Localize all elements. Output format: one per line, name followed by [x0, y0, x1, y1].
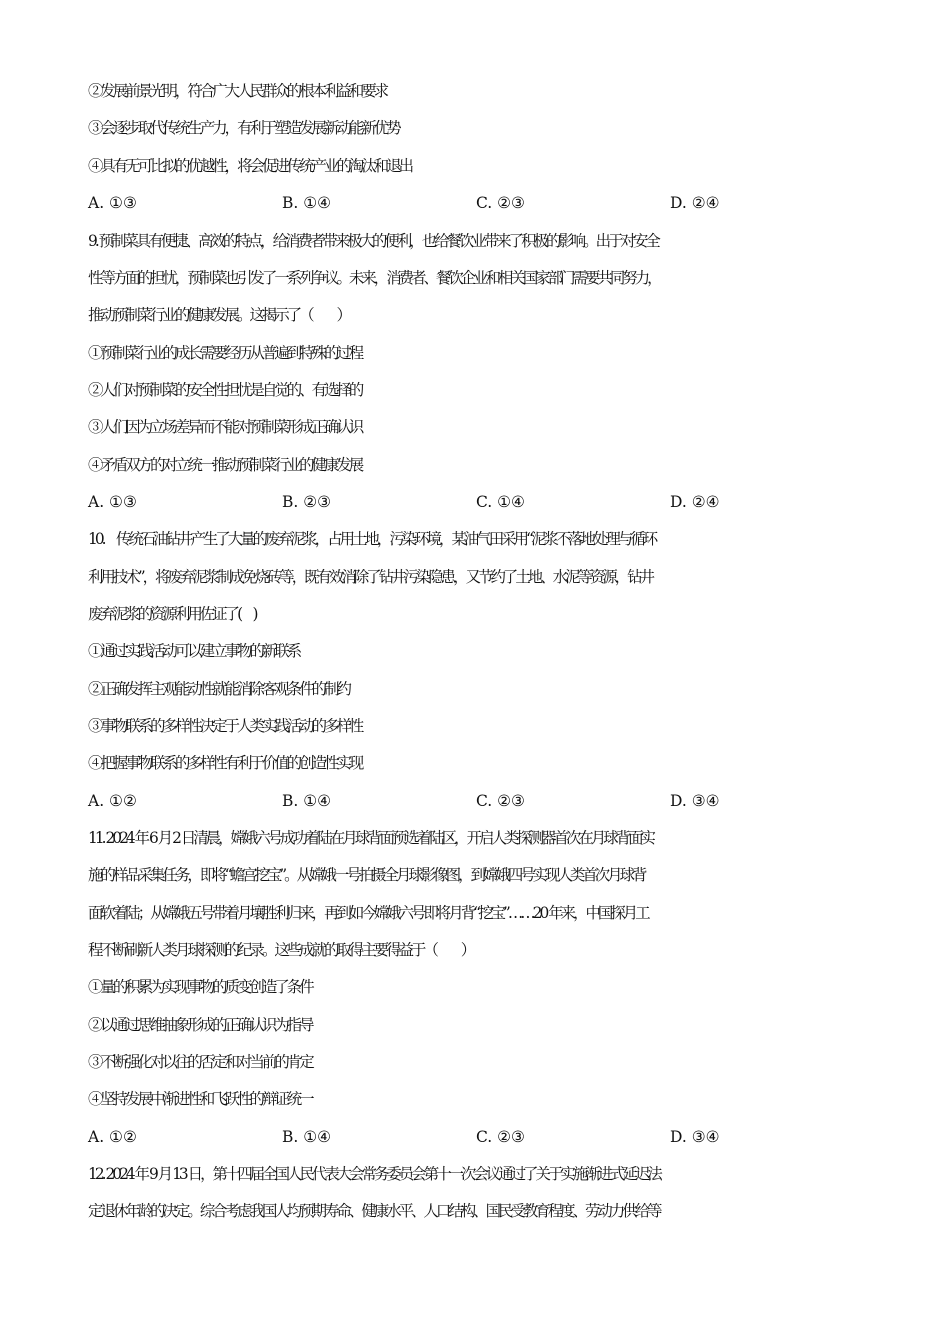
q11-stem-line-2: 施的样品采集任务，即将“蟾宫挖宝”。从嫦娥一号拍摄全月球影像图，到嫦娥四号实现人类首次月球背: [88, 866, 645, 884]
q11-option-a[interactable]: A. ①②: [88, 1128, 137, 1146]
q11-option-d[interactable]: D. ③④: [670, 1128, 720, 1146]
q10-options: [88, 791, 868, 813]
q8-statement-2: ②发展前景光明，符合广大人民群众的根本利益和要求: [88, 82, 387, 100]
q9-statement-3: ③人们因为立场差异而不能对预制菜形成正确认识: [88, 418, 362, 436]
q8-option-b[interactable]: B. ①④: [282, 194, 332, 212]
q10-option-d[interactable]: D. ③④: [670, 792, 720, 810]
q8-option-c[interactable]: C. ②③: [476, 194, 525, 212]
q10-option-b[interactable]: B. ①④: [282, 792, 332, 810]
q10-stem-line-2: 利用技术”，将废弃泥浆制成免烧砖等，既有效消除了钻井污染隐患，又节约了土地、水泥等资源，钻井: [88, 568, 653, 586]
q10-statement-4: ④把握事物联系的多样性有利于价值的创造性实现: [88, 754, 362, 772]
q11-option-b[interactable]: B. ①④: [282, 1128, 332, 1146]
q12-stem-line-1: 12. 2024 年 9 月 13 日，第十四届全国人民代表大会常务委员会第十一次会议通过了关于实施渐进式延迟法: [88, 1165, 660, 1183]
q11-statement-3: ③不断强化对以往的否定和对当前的肯定: [88, 1053, 312, 1071]
q10-option-c[interactable]: C. ②③: [476, 792, 525, 810]
q11-statement-4: ④坚持发展中渐进性和飞跃性的辩证统一: [88, 1090, 312, 1108]
q11-stem-line-3: 面软着陆；从嫦娥五号带着月壤胜利归来，再到如今嫦娥六号即将月背“挖宝”……20 年来，中国探月工: [88, 904, 648, 922]
q9-option-a[interactable]: A. ①③: [88, 493, 137, 511]
q9-stem-line-2: 性等方面的担忧，预制菜也引发了一系列争议。未来，消费者、餐饮企业和相关国家部门需要共同努力，: [88, 269, 660, 287]
q9-option-b[interactable]: B. ②③: [282, 493, 332, 511]
q9-options: [88, 492, 868, 514]
q8-option-a[interactable]: A. ①③: [88, 194, 137, 212]
q9-statement-1: ①预制菜行业的成长需要经历从普遍到特殊的过程: [88, 344, 362, 362]
q8-statement-4: ④具有无可比拟的优越性，将会促进传统产业的淘汰和退出: [88, 157, 412, 175]
q9-stem-line-1: 9. 预制菜具有便捷、高效的特点，给消费者带来极大的便利，也给餐饮业带来了积极的影响。出于对安全: [88, 232, 658, 250]
q10-statement-2: ②正确发挥主观能动性就能消除客观条件的制约: [88, 680, 349, 698]
q9-stem-line-3: 推动预制菜行业的健康发展。这揭示了（ ）: [88, 306, 349, 324]
q8-statement-3: ③会逐步取代传统生产力，有利于塑造发展新动能新优势: [88, 119, 399, 137]
q8-option-d[interactable]: D. ②④: [670, 194, 720, 212]
q8-options: [88, 193, 868, 215]
q11-statement-2: ②以通过思维抽象形成的正确认识为指导: [88, 1016, 312, 1034]
q9-option-d[interactable]: D. ②④: [670, 493, 720, 511]
q11-option-c[interactable]: C. ②③: [476, 1128, 525, 1146]
q12-stem-line-2: 定退休年龄的决定。综合考虑我国人均预期寿命、健康水平、人口结构、国民受教育程度、劳动力供给等: [88, 1202, 660, 1220]
q10-option-a[interactable]: A. ①②: [88, 792, 137, 810]
q10-stem-line-1: 10. 传统石油钻井产生了大量的废弃泥浆，占用土地，污染环境，某油气田采用“泥浆不落地处理与循环: [88, 530, 656, 548]
q10-statement-1: ①通过实践活动可以建立事物的新联系: [88, 642, 300, 660]
q11-options: [88, 1127, 868, 1149]
q11-stem-line-4: 程不断刷新人类月球探测的纪录。这些成就的取得主要得益于（ ）: [88, 941, 474, 959]
q9-statement-2: ②人们对预制菜的安全性担忧是自觉的、有选择的: [88, 381, 362, 399]
q9-statement-4: ④矛盾双方的对立统一推动预制菜行业的健康发展: [88, 456, 362, 474]
q9-option-c[interactable]: C. ①④: [476, 493, 525, 511]
q11-statement-1: ①量的积累为实现事物的质变创造了条件: [88, 978, 312, 996]
q11-stem-line-1: 11. 2024 年 6 月 2 日清晨，嫦娥六号成功着陆在月球背面预选着陆区，开启人类探测器首次在月球背面实: [88, 829, 653, 847]
q10-statement-3: ③事物联系的多样性决定于人类实践活动的多样性: [88, 717, 362, 735]
q10-stem-line-3: 废弃泥浆的资源利用佐证了( ): [88, 605, 256, 623]
